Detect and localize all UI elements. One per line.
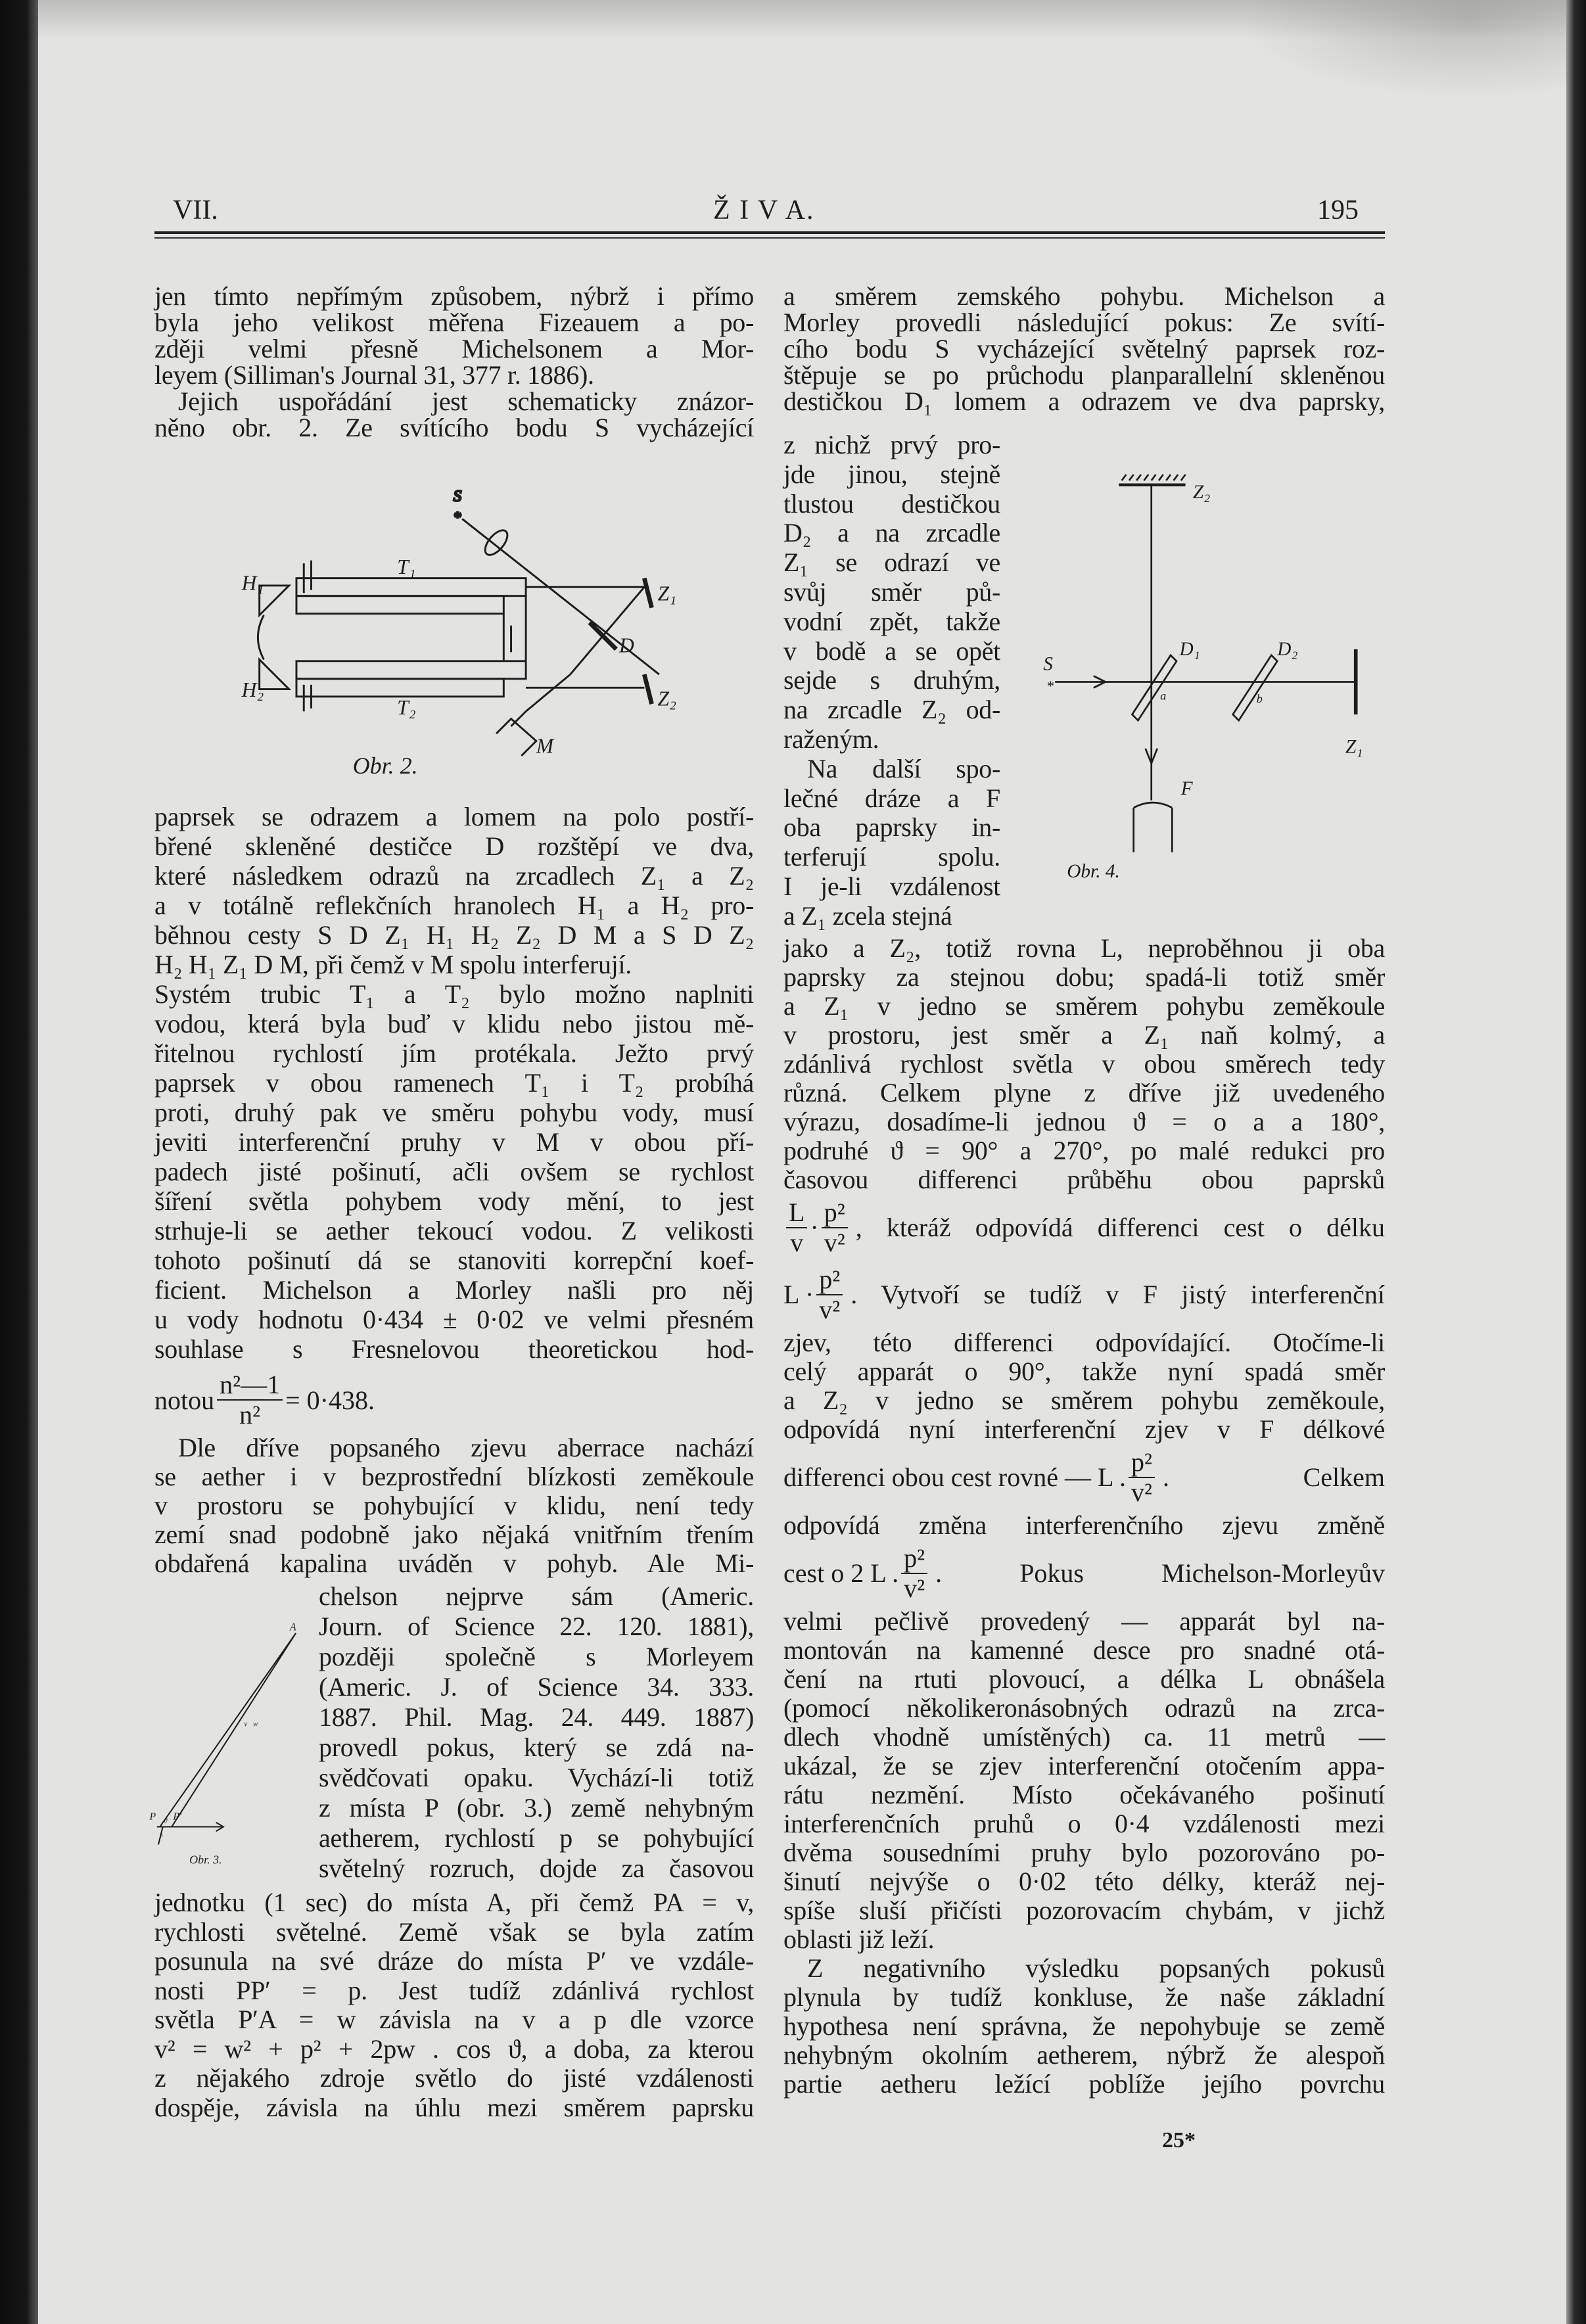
text-line: Na další spo-: [807, 753, 1000, 783]
text-line: H₂ H₁ Z₁ D M, při čemž v M spolu interferují.: [154, 950, 632, 979]
text-line: (pomocí několikeronásobných odrazů na zrca-: [783, 1693, 1385, 1723]
text-line: v prostoru se pohybující v klidu, není tedy: [154, 1491, 754, 1520]
text-line: padech jisté pošinutí, ačli ovšem se rychlost: [154, 1157, 754, 1186]
text-line: tlustou destičkou: [783, 488, 1000, 519]
star-icon: *: [1046, 678, 1054, 695]
text-line: které následkem odrazů na zrcadlech Z₁ a Z₂: [154, 861, 754, 891]
text: P: [149, 1811, 156, 1823]
text-line: celý apparát o 90°, takže nyní spadá směr: [783, 1357, 1385, 1386]
text-line: z místa P (obr. 3.) země nehybným: [319, 1793, 754, 1823]
text-line: aetherem, rychlostí p se pohybující: [319, 1823, 754, 1853]
scan-edge-right: [1566, 0, 1586, 2324]
text-line: u vody hodnotu 0·434 ± 0·02 ve velmi přesném: [154, 1305, 754, 1334]
text-line: (Americ. J. of Science 34. 333.: [319, 1672, 754, 1702]
text-line: šinutí nejvýše o 0·02 této délky, kteráž nej-: [783, 1867, 1385, 1896]
text: T₁: [397, 555, 416, 578]
plate-d: [590, 622, 617, 649]
text-line: a Z₂ v jedno se směrem pohybu zeměkoule,: [783, 1385, 1385, 1415]
left-paragraph-3: [154, 1433, 754, 1578]
text-line: byla jeho velikost měřena Fizeauem a po-: [154, 308, 754, 337]
text: , kteráž odpovídá differenci cest o délku: [855, 1213, 1385, 1242]
header-rule-thin: [154, 237, 1385, 239]
volume-number: VII.: [173, 195, 218, 225]
eyepiece-m: [496, 719, 536, 756]
text: v²: [819, 1295, 841, 1324]
text-line: rátu nezmění. Místo očekávaného pošinutí: [783, 1780, 1385, 1809]
text: cest o 2 L .: [783, 1558, 899, 1588]
text: v²: [824, 1228, 845, 1257]
text-line: paprsek se odrazem a lomem na polo postří-: [154, 802, 754, 831]
text-line: Dle dříve popsaného zjevu aberrace nachází: [178, 1433, 754, 1462]
text-line: ukázal, že se zjev interferenční otočením appa-: [783, 1751, 1385, 1780]
page-number: 195: [1317, 195, 1359, 225]
right-paragraph-wrapped: [783, 430, 1000, 931]
text-line: zemí snad podobně jako nějaká vnitřním třením: [154, 1520, 754, 1549]
prism-h2: [260, 660, 289, 689]
text-line: destičkou D₁ lomem a odrazem ve dva paprsky,: [783, 386, 1385, 416]
text-line: v² = w² + p² + 2pw . cos ϑ, a doba, za kterou: [154, 2034, 754, 2064]
text-line: partie aetheru ležící poblíže jejího povrchu: [783, 2069, 1385, 2099]
text: n²—1: [217, 1370, 283, 1401]
scan-edge-left: [0, 0, 38, 2324]
text-line: oblasti již leží.: [783, 1924, 935, 1954]
mirror-z2: [644, 674, 651, 704]
text: F: [1180, 778, 1193, 799]
text-line: jednotku (1 sec) do místa A, při čemž PA = v,: [154, 1888, 754, 1917]
figure-4-diagram: [1037, 475, 1386, 889]
text-line: Jejich uspořádání jest schematicky znázor-: [178, 386, 754, 416]
text-line: a Z₁ v jedno se směrem pohybu zeměkoule: [783, 991, 1385, 1021]
text: P′: [173, 1811, 182, 1823]
text: D₂: [1277, 638, 1298, 660]
text-line: rychlosti světelné. Země však se byla zatím: [154, 1917, 754, 1947]
text-line: v bodě a se opět: [783, 636, 1000, 666]
text-line: Z negativního výsledku popsaných pokusů: [807, 1953, 1385, 1983]
text-line: nosti PP′ = p. Jest tudíž zdánlivá rychlost: [154, 1975, 754, 2005]
text: H₂: [241, 678, 264, 701]
text-line: strhuje-li se aether tekoucí vodou. Z velikosti: [154, 1216, 754, 1245]
fraction: [217, 1370, 283, 1429]
text-line: tohoto pošinutí dá se stanoviti korrepční koef-: [154, 1245, 754, 1275]
left-paragraph-3-cont: [154, 1888, 754, 2122]
signature-mark: 25*: [1162, 2128, 1196, 2152]
text-line: štěpuje se po průchodu planparallelní skleněnou: [783, 360, 1385, 390]
text-line: D₂ a na zrcadle: [783, 518, 1000, 548]
text-line: plynula by tudíž konkluse, že naše základní: [783, 1982, 1385, 2012]
text-line: dospěje, závisla na úhlu mezi směrem paprsku: [154, 2092, 754, 2122]
text-line: zdánlivá rychlost světla v obou směrech tedy: [783, 1049, 1385, 1079]
text-line: nehybným okolním aetherem, nýbrž že alespoň: [783, 2040, 1385, 2070]
text: . Pokus Michelson-Morleyův: [935, 1558, 1385, 1588]
formula-path-difference: [783, 1261, 1385, 1328]
text-line: velmi pečlivě provedený — apparát byl na-: [783, 1606, 1385, 1636]
text-line: oba paprsky in-: [783, 812, 1000, 843]
text-line: lečné dráze a F: [783, 783, 1000, 813]
text: a: [1160, 689, 1167, 703]
text-line: sejde s druhým,: [783, 665, 1000, 695]
text-line: různá. Celkem plyne z dříve již uvedeného: [783, 1078, 1385, 1107]
left-paragraph-2: [154, 802, 754, 1364]
right-lines-c: [783, 1607, 1385, 2099]
text-line: se aether i v bezprostřední blízkosti zeměkoule: [154, 1462, 754, 1491]
figure-2-diagram: [241, 475, 689, 785]
formula-total-change: [783, 1540, 1385, 1607]
text: v²: [904, 1573, 925, 1603]
text-line: provedl pokus, který se zdá na-: [319, 1732, 754, 1762]
text-line: světelný rozruch, dojde za časovou: [319, 1853, 754, 1883]
journal-title: Ž I V A.: [713, 195, 815, 225]
text: . Celkem: [1162, 1462, 1385, 1492]
text-line: řitelnou rychlostí jím protékala. Ježto prvý: [154, 1038, 754, 1068]
text-line: hypothesa není správna, že nepohybuje se země: [783, 2011, 1385, 2041]
text: M: [536, 734, 554, 758]
formula-rotated: [783, 1444, 1385, 1511]
header-rule: [154, 231, 1385, 234]
text-line: jde jinou, stejně: [783, 459, 1000, 489]
text-line: svůj směr pů-: [783, 576, 1000, 607]
text-line: montován na kamenné desce pro snadné otá-: [783, 1635, 1385, 1665]
right-lines-b: [783, 1328, 1385, 1444]
text-line: výrazu, dosadíme-li jednou ϑ = o a a 180°,: [783, 1107, 1385, 1136]
fig4-caption: Obr. 4.: [1067, 860, 1120, 882]
text-line: posunula na své dráze do místa P′ ve vzdále-: [154, 1946, 754, 1976]
text-line: svědčovati opaku. Vychází-li totiž: [319, 1763, 754, 1792]
text-line: obdařená kapalina uváděn v pohyb. Ale Mi-: [154, 1548, 754, 1578]
text: Z₁: [657, 582, 677, 605]
text: . Vytvoří se tudíž v F jistý interferenční: [851, 1280, 1385, 1309]
text: p²: [901, 1544, 927, 1574]
text: b: [1256, 692, 1263, 706]
text-line: jeviti interferenční pruhy v M v obou pří-: [154, 1127, 754, 1157]
text: ϑ: [164, 1817, 168, 1824]
text-line: čení na rtuti plovoucí, a délka L obnášela: [783, 1664, 1385, 1694]
text-line: a Z₁ zcela stejná: [783, 900, 952, 931]
text-line: dlech vhodně umístěných) ca. 11 metrů —: [783, 1722, 1385, 1752]
text-line: z nějakého zdroje světlo do jisté vzdálenosti: [154, 2063, 754, 2093]
left-paragraph-1: [154, 283, 754, 441]
text-line: Systém trubic T₁ a T₂ bylo možno naplniti: [154, 979, 754, 1009]
right-line-17: [783, 1511, 1385, 1540]
text: differenci obou cest rovné — L .: [783, 1462, 1126, 1492]
fresnel-formula: [154, 1367, 754, 1433]
text-line: odpovídá nyní interferenční zjev v F délkové: [783, 1414, 1385, 1444]
text: S: [1043, 653, 1053, 675]
fig2-caption: Obr. 2.: [352, 752, 418, 779]
figure-3-diagram: [148, 1615, 312, 1865]
text: Z₁: [1345, 736, 1363, 758]
text-line: jako a Z₂, totiž rovna L, neproběhnou ji oba: [783, 933, 1385, 963]
text: w: [252, 1720, 258, 1729]
text: = 0·438.: [285, 1385, 375, 1415]
star-icon: *: [453, 509, 461, 526]
text-line: Z₁ se odrazí ve: [783, 547, 1000, 578]
text: p: [160, 1832, 163, 1839]
text: T₂: [397, 695, 416, 719]
text: D₁: [1179, 638, 1200, 660]
text: p²: [816, 1265, 843, 1295]
text: p²: [822, 1198, 848, 1228]
text-line: břené skleněné destičce D rozštěpí ve dva,: [154, 831, 754, 861]
telescope-f: [1134, 802, 1173, 852]
text-line: zději velmi přesně Michelsonem a Mor-: [154, 334, 754, 363]
plate-d1: [1132, 655, 1177, 720]
text: H₁: [241, 571, 264, 595]
running-header: [154, 195, 1384, 227]
text-line: světla P′A = w závisla na v a p dle vzorce: [154, 2005, 754, 2034]
text-line: cího bodu S vycházející světelný paprsek roz-: [783, 334, 1385, 363]
text-line: leyem (Silliman's Journal 31, 377 r. 1886).: [154, 360, 594, 390]
text-line: odpovídá změna interferenčního zjevu změně: [783, 1510, 1385, 1540]
text-line: Morley provedli následující pokus: Ze svítí-: [783, 308, 1385, 337]
plate-d2: [1233, 655, 1278, 720]
text-line: chelson nejprve sám (Americ.: [319, 1581, 754, 1611]
fig3-caption: Obr. 3.: [189, 1853, 222, 1867]
text: D: [618, 634, 634, 657]
text-line: jen tímto nepřímým způsobem, nýbrž i přímo: [154, 281, 754, 311]
text-line: dvěma sousedními pruhy bylo pozorováno po-: [783, 1838, 1385, 1867]
text-line: a v totálně reflekčních hranolech H₁ a H₂ pro-: [154, 891, 754, 920]
text-line: podruhé ϑ = 90° a 270°, po malé redukci pro: [783, 1136, 1385, 1165]
text-line: zjev, této differenci odpovídající. Otočíme-li: [783, 1328, 1385, 1357]
text-line: časovou differenci průběhu obou paprsků: [783, 1165, 1385, 1194]
left-paragraph-3-wrapped: [319, 1581, 754, 1884]
text: notou: [154, 1385, 215, 1415]
text-line: něno obr. 2. Ze svítícího bodu S vycházející: [154, 413, 754, 442]
right-paragraph-2: [783, 934, 1385, 2099]
text-line: běhnou cesty S D Z₁ H₁ H₂ Z₂ D M a S D Z₂: [154, 920, 754, 950]
text-line: terferují spolu.: [783, 842, 1000, 872]
text: Z₂: [657, 687, 677, 710]
text: ·: [810, 1213, 819, 1242]
text-line: raženým.: [783, 724, 879, 754]
prism-h1: [260, 586, 289, 615]
text: Z₂: [1192, 482, 1211, 503]
text-line: vodou, která byla buď v klidu nebo jistou mě-: [154, 1009, 754, 1038]
scan-smudge: [1238, 0, 1566, 99]
text: L ·: [783, 1280, 814, 1309]
text-line: na zrcadle Z₂ od-: [783, 695, 1000, 725]
text: p²: [1129, 1448, 1155, 1478]
text-line: paprsek v obou ramenech T₁ i T₂ probíhá: [154, 1068, 754, 1098]
fig2-label-s: S: [453, 487, 462, 505]
text: v: [244, 1720, 248, 1729]
mirror-z1: [644, 578, 651, 608]
text-line: v prostoru, jest směr a Z₁ naň kolmý, a: [783, 1020, 1385, 1050]
text-line: a směrem zemského pohybu. Michelson a: [783, 281, 1385, 311]
text-line: z nichž prvý pro-: [783, 430, 1000, 459]
text-line: spíše sluší přičísti pozorovacím chybám, v jichž: [783, 1895, 1385, 1925]
text-line: 1887. Phil. Mag. 24. 449. 1887): [319, 1702, 754, 1732]
text: v²: [1131, 1477, 1152, 1507]
text-line: vodní zpět, takže: [783, 606, 1000, 636]
text-line: interferenčních pruhů o 0·4 vzdálenosti mezi: [783, 1809, 1385, 1838]
text: L: [786, 1198, 807, 1228]
text-line: Journ. of Science 22. 120. 1881),: [319, 1612, 754, 1641]
right-paragraph-1: [783, 283, 1385, 415]
text-line: I je-li vzdálenost: [783, 871, 1000, 901]
text: n²: [239, 1400, 261, 1429]
text-line: paprsky za stejnou dobu; spadá-li totiž směr: [783, 962, 1385, 992]
formula-time-difference: [783, 1194, 1385, 1261]
text-line: proti, druhý pak ve směru pohybu vody, musí: [154, 1098, 754, 1127]
text-line: šíření světla pohybem vody mění, to jest: [154, 1186, 754, 1216]
text-line: později společně s Morleyem: [319, 1642, 754, 1671]
text-line: souhlase s Fresnelovou theoretickou hod-: [154, 1334, 754, 1364]
right-lines-a: [783, 934, 1385, 1194]
text: v: [790, 1228, 804, 1257]
text-line: ficient. Michelson a Morley našli pro něj: [154, 1275, 754, 1305]
text: A: [290, 1621, 296, 1633]
